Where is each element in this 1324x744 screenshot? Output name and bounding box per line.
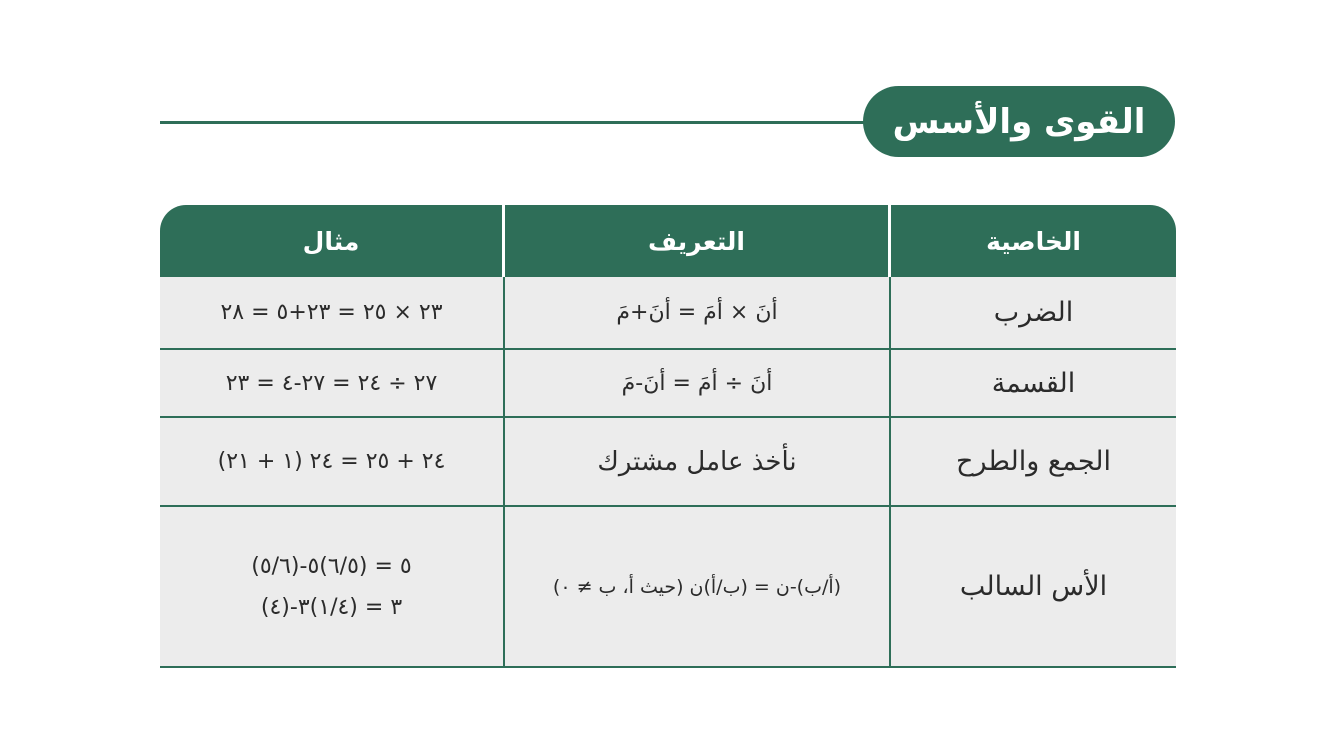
definition-cell: نأخذ عامل مشترك	[505, 418, 891, 505]
example-line: (٥/٦)-٥ = (٦/٥)٥	[251, 553, 412, 579]
table-header-row	[160, 205, 1176, 277]
example-cell: ٢٤ + ٢٥ = ٢٤ (١ + ٢١)	[160, 418, 505, 505]
table-row	[160, 507, 1176, 668]
header-example: مثال	[160, 205, 505, 277]
example-line: (٤)-٣ = (١/٤)٣	[260, 594, 403, 620]
powers-table	[160, 205, 1176, 668]
property-cell: القسمة	[991, 367, 1076, 399]
property-cell: الضرب	[993, 297, 1074, 328]
title-rule	[160, 121, 870, 124]
table-row	[160, 418, 1176, 507]
example-cell: ٢٧ ÷ ٢٤ = ٢٧-٤ = ٢٣	[160, 350, 505, 416]
example-cell: ٢٣ × ٢٥ = ٢٣+٥ = ٢٨	[160, 277, 505, 348]
table-row	[160, 350, 1176, 418]
table-row	[160, 277, 1176, 350]
property-cell: الأس السالب	[959, 571, 1108, 602]
definition-cell: أنَ × أمَ = أنَ+مَ	[505, 277, 891, 348]
header-definition: التعريف	[505, 205, 891, 277]
example-stack	[251, 554, 411, 620]
definition-cell: (أ/ب)-ن = (ب/أ)ن (حيث أ، ب ≠ ٠)	[505, 507, 891, 666]
header-property: الخاصية	[986, 226, 1081, 256]
example-cell	[160, 507, 505, 666]
page-title: القوى والأسس	[863, 86, 1175, 157]
definition-cell: أنَ ÷ أمَ = أنَ-مَ	[505, 350, 891, 416]
property-cell: الجمع والطرح	[956, 446, 1111, 477]
